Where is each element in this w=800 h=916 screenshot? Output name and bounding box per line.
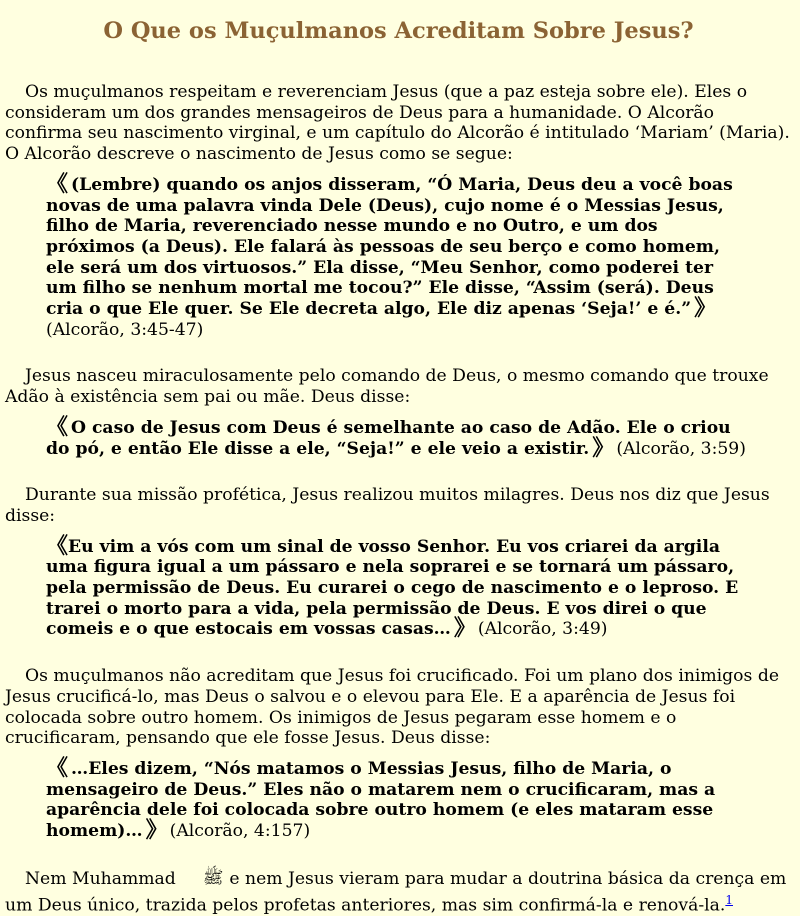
quote-text: Eu vim a vós com um sinal de vosso Senhor. Eu vos criarei da argila uma figura igual a um pássaro e nela soprarei e se tornará um pássaro, pela permissão de Deus. Eu curarei o cego de nascimento e o leproso. E trarei o morto para a vida, pela permissão de Deus. E vos direi o que comeis e o que estocais em vossas casas… (46, 536, 739, 640)
quran-quote-2 (46, 414, 748, 461)
quran-quote-4 (46, 755, 748, 844)
quote-reference: (Alcorão, 3:59) (616, 438, 746, 459)
page-title: O Que os Muçulmanos Acreditam Sobre Jesus? (103, 18, 694, 44)
close-bracket-ornament-icon: 》 (694, 296, 717, 322)
paragraph-3: Durante sua missão profética, Jesus realizou muitos milagres. Deus nos diz que Jesus disse: (5, 485, 770, 526)
paragraph-5-end: e nem Jesus vieram para mudar a doutrina básica da crença em um Deus único, trazida pelos profetas anteriores, mas sim confirmá-la e renová-la. (5, 868, 787, 916)
quote-reference: (Alcorão, 4:157) (169, 821, 311, 842)
paragraph-5-start: Nem Muhammad (25, 868, 176, 889)
close-bracket-ornament-icon: 》 (453, 616, 476, 642)
close-bracket-ornament-icon: 》 (592, 435, 615, 461)
quote-text: O caso de Jesus com Deus é semelhante ao caso de Adão. Ele o criou do pó, e então Ele disse a ele, “Seja!” e ele veio a existir. (46, 417, 731, 459)
paragraph-2: Jesus nasceu miraculosamente pelo comando de Deus, o mesmo comando que trouxe Adão à existência sem pai ou mãe. Deus disse: (5, 366, 769, 408)
quote-reference: (Alcorão, 3:45-47) (46, 319, 204, 340)
open-bracket-ornament-icon: 《 (46, 414, 69, 440)
open-bracket-ornament-icon: 《 (46, 171, 69, 197)
open-bracket-ornament-icon: 《 (46, 533, 69, 559)
paragraph-1: Os muçulmanos respeitam e reverenciam Jesus (que a paz esteja sobre ele). Eles o consideram um dos grandes mensageiros de Deus para a humanidade. O Alcorão confirma seu nascimento virginal, e um capítulo do Alcorão é intitulado ‘Mariam’ (Maria). O Alcorão descreve o nascimento de Jesus como se segue: (5, 82, 790, 165)
close-bracket-ornament-icon: 》 (145, 818, 168, 844)
quote-text: …Eles dizem, “Nós matamos o Messias Jesus, filho de Maria, o mensageiro de Deus.” Eles não o matarem nem o crucificaram, mas a aparência dele foi colocada sobre outro homem (e eles mataram esse homem)… (46, 758, 716, 842)
peace-be-upon-him-icon: ﷺ (202, 867, 224, 888)
open-bracket-ornament-icon: 《 (46, 755, 69, 781)
quran-quote-1 (46, 171, 748, 341)
paragraph-5 (5, 868, 792, 916)
quote-reference: (Alcorão, 3:49) (477, 619, 608, 640)
footnote-link[interactable]: 1 (725, 892, 733, 907)
paragraph-4: Os muçulmanos não acreditam que Jesus foi crucificado. Foi um plano dos inimigos de Jesus crucificá-lo, mas Deus o salvou e o elevou para Ele. E a aparência de Jesus foi colocada sobre outro homem. Os inimigos de Jesus pegaram esse homem e o crucificaram, pensando que ele fosse Jesus. Deus disse: (5, 666, 779, 749)
quote-text: (Lembre) quando os anjos disseram, “Ó Maria, Deus deu a você boas novas de uma palavra vinda Dele (Deus), cujo nome é o Messias Jesus, filho de Maria, reverenciado nesse mundo e no Outro, e um dos próximos (a Deus). Ele falará às pessoas de seu berço e como homem, ele será um dos virtuosos.” Ela disse, “Meu Senhor, como poderei ter um filho se nenhum mortal me tocou?” Ele disse, “Assim (será). Deus cria o que Ele quer. Se Ele decreta algo, Ele diz apenas ‘Seja!’ e é.” (46, 174, 733, 320)
quran-quote-3 (46, 533, 748, 642)
